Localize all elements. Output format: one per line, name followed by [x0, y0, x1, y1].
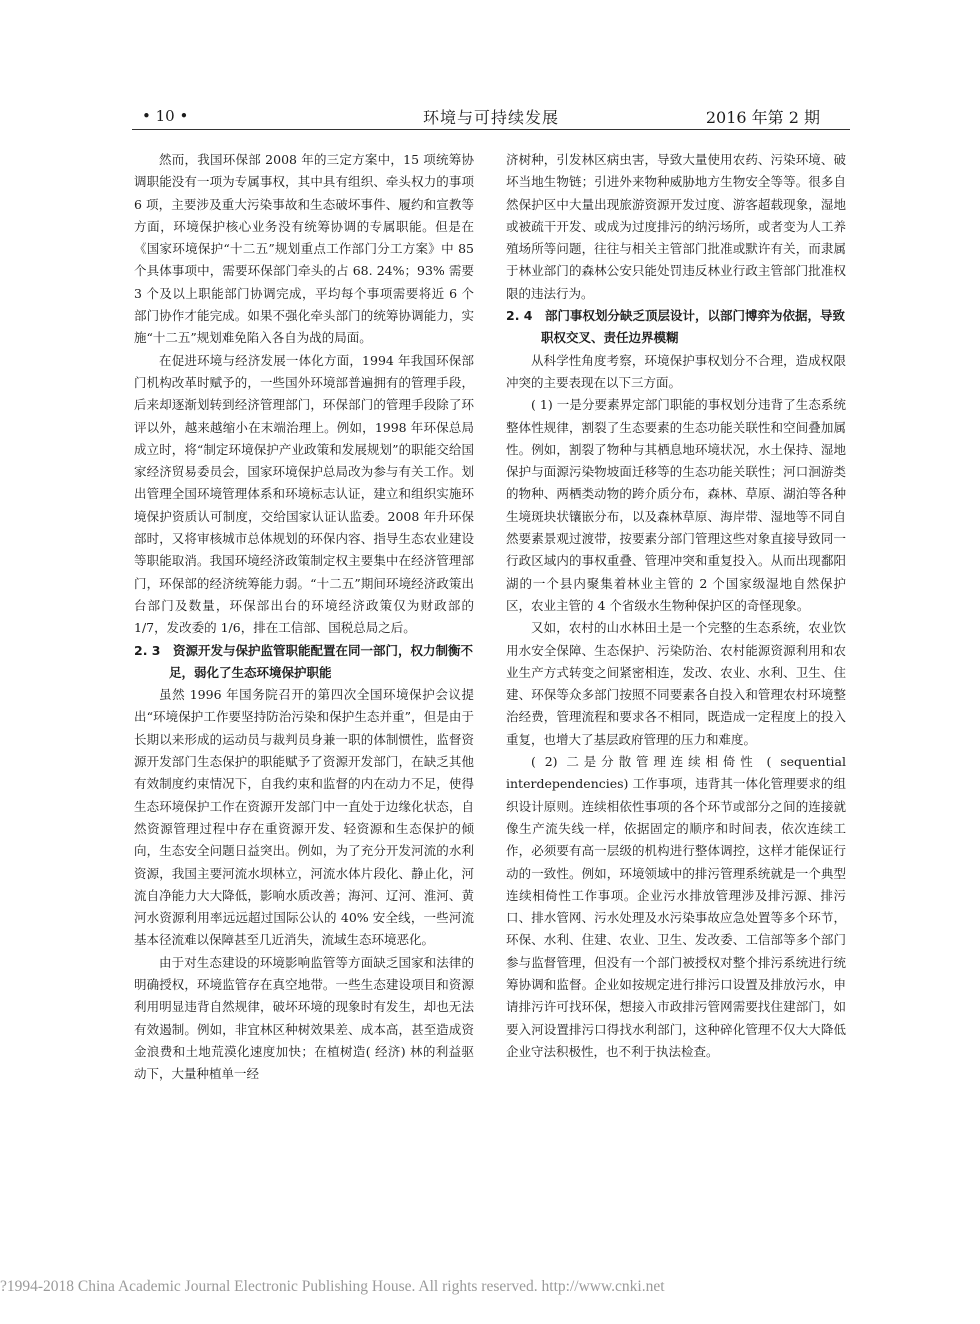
paragraph-continued: 济树种，引发林区病虫害，导致大量使用农药、污染环境、破坏当地生物链；引进外来物种威胁地方生物安全等等。很多自然保护区中大量出现旅游资源开发过度、游客超载现象，湿地或被疏干开发、或成为过度排污的纳污场所，或者变为人工养殖场所等问题，往往与相关主管部门批准或默许有关，而隶属于林业部门的森林公安只能处罚违反林业行政主管部门批准权限的违法行为。 [506, 152, 846, 301]
issue-label: 2016 年第 2 期 [705, 108, 820, 127]
section-heading-2-4: 2. 4 部门事权划分缺乏顶层设计，以部门博弈为依据，导致职权交叉、责任边界模糊 [506, 308, 845, 346]
page-number: • 10 • [142, 107, 189, 125]
paragraph: ( 2) 二是分散管理连续相倚性 ( sequential interdependencies) 工作事项，违背其一体化管理要求的组织设计原则。连续相依性事项的各个环节或部分之间的连接就像生产流失线一样，依据固定的顺序和时间表，依次连续工作，必须要有高一层级的机构进行整体调控，这样才能保证行动的一致性。例如，环境领域中的排污管理系统就是一个典型连续相倚性工作事项。企业污水排放管理涉及排污源、排污口、排水管网、污水处理及水污染事故应急处置等多个环节，环保、水利、住建、农业、卫生、发改委、工信部等多个部门参与监督管理，但没有一个部门被授权对整个排污系统进行统筹协调和监督。企业如按规定进行排污口设置及排放污水，申请排污许可找环保，想接入市政排污管网需要找住建部门，如要入河设置排污口得找水利部门，这种碎化管理不仅大大降低企业守法积极性，也不利于执法检查。 [506, 754, 846, 1059]
paragraph: 然而，我国环保部 2008 年的三定方案中，15 项统筹协调职能没有一项为专属事权，其中具有组织、牵头权力的事项 6 项，主要涉及重大污染事故和生态破坏事件、履约和宣教等方面，环境保护核心业务没有统筹协调的专属职能。但是在《国家环境保护“十二五”规划重点工作部门分工方案》中 85 个具体事项中，需要环保部门牵头的占 68. 24%；93% 需要 3 个及以上职能部门协调完成，平均每个事项需要将近 6 个部门协作才能完成。如果不强化牵头部门的统筹协调能力，实施“十二五”规划难免陷入各自为战的局面。 [134, 152, 474, 346]
paragraph: 又如，农村的山水林田土是一个完整的生态系统，农业饮用水安全保障、生态保护、污染防治、农村能源资源利用和农业生产方式转变之间紧密相连，发改、农业、水利、卫生、住建、环保等众多部门按照不同要素各自投入和管理农村环境整治经费，管理流程和要求各不相同，既造成一定程度上的投入重复，也增大了基层政府管理的压力和难度。 [506, 620, 846, 747]
paragraph: 从科学性角度考察，环境保护事权划分不合理，造成权限冲突的主要表现在以下三方面。 [506, 352, 846, 390]
running-header [132, 101, 850, 130]
paragraph: 在促进环境与经济发展一体化方面，1994 年我国环保部门机构改革时赋予的，一些国外环境部普遍拥有的管理手段，后来却逐渐划转到经济管理部门，环保部门的管理手段除了环评以外，越来越缩小在末端治理上。例如，1998 年环保总局成立时，将“制定环境保护产业政策和发展规划”的职能交给国家经济贸易委员会，国家环境保护总局改为参与有关工作。划出管理全国环境管理体系和环境标志认证，建立和组织实施环境保护资质认可制度，交给国家认证认监委。2008 年升环保部时，又将审核城市总体规划的环保内容、指导生态农业建设等职能取消。我国环境经济政策制定权主要集中在经济管理部门，环保部的经济统筹能力弱。“十二五”期间环境经济政策出台部门及数量，环保部出台的环境经济政策仅为财政部的 1/7，发改委的 1/6，排在工信部、国税总局之后。 [134, 352, 474, 636]
left-column [134, 149, 474, 1085]
paragraph: 虽然 1996 年国务院召开的第四次全国环境保护会议提出“环境保护工作要坚持防治污染和保护生态并重”，但是由于长期以来形成的运动员与裁判员身兼一职的体制惯性，监督资源开发部门生态保护的职能赋予了资源开发部门，在缺乏其他有效制度约束情况下，自我约束和监督的内在动力不足，使得生态环境保护工作在资源开发部门中一直处于边缘化状态，自然资源管理过程中存在重资源开发、轻资源和生态保护的倾向，生态安全问题日益突出。例如，为了充分开发河流的水利资源，我国主要河流水坝林立，河流水体片段化、静止化，河流自净能力大大降低，影响水质改善；海河、辽河、淮河、黄河水资源利用率远远超过国际公认的 40% 安全线，一些河流基本径流难以保障甚至几近消失，流域生态环境恶化。 [134, 687, 474, 948]
section-heading-2-3: 2. 3 资源开发与保护监管职能配置在同一部门，权力制衡不足，弱化了生态环境保护职能 [134, 642, 473, 680]
paragraph: 由于对生态建设的环境影响监管等方面缺乏国家和法律的明确授权，环境监管存在真空地带。一些生态建设项目和资源利用明显违背自然规律，破坏环境的现象时有发生，却也无法有效遏制。例如，非宜林区种树效果差、成本高，甚至造成资金浪费和土地荒漠化速度加快；在植树造( 经济) 林的利益驱动下，大量种植单一经 [134, 954, 474, 1082]
copyright-watermark: ?1994-2018 China Academic Journal Electronic Publishing House. All rights reserved. http://www.cnki.net [0, 1278, 665, 1295]
right-column [506, 149, 846, 1063]
journal-title: 环境与可持续发展 [422, 108, 559, 127]
paragraph: ( 1) 一是分要素界定部门职能的事权划分违背了生态系统整体性规律，割裂了生态要素的生态功能关联性和空间叠加属性。例如，割裂了物种与其栖息地环境状况，水土保持、湿地保护与面源污染物坡面迁移等的生态功能关联性；河口洄游类的物种、两栖类动物的跨介质分布，森林、草原、湖泊等各种生境斑块状镶嵌分布，以及森林草原、海岸带、湿地等不同自然要素景观过渡带，按要素分部门管理这些对象直接导致同一行政区域内的事权重叠、管理冲突和重复投入。从而出现鄱阳湖的一个县内聚集着林业主管的 2 个国家级湿地自然保护区，农业主管的 4 个省级水生物种保护区的奇怪现象。 [506, 397, 846, 613]
